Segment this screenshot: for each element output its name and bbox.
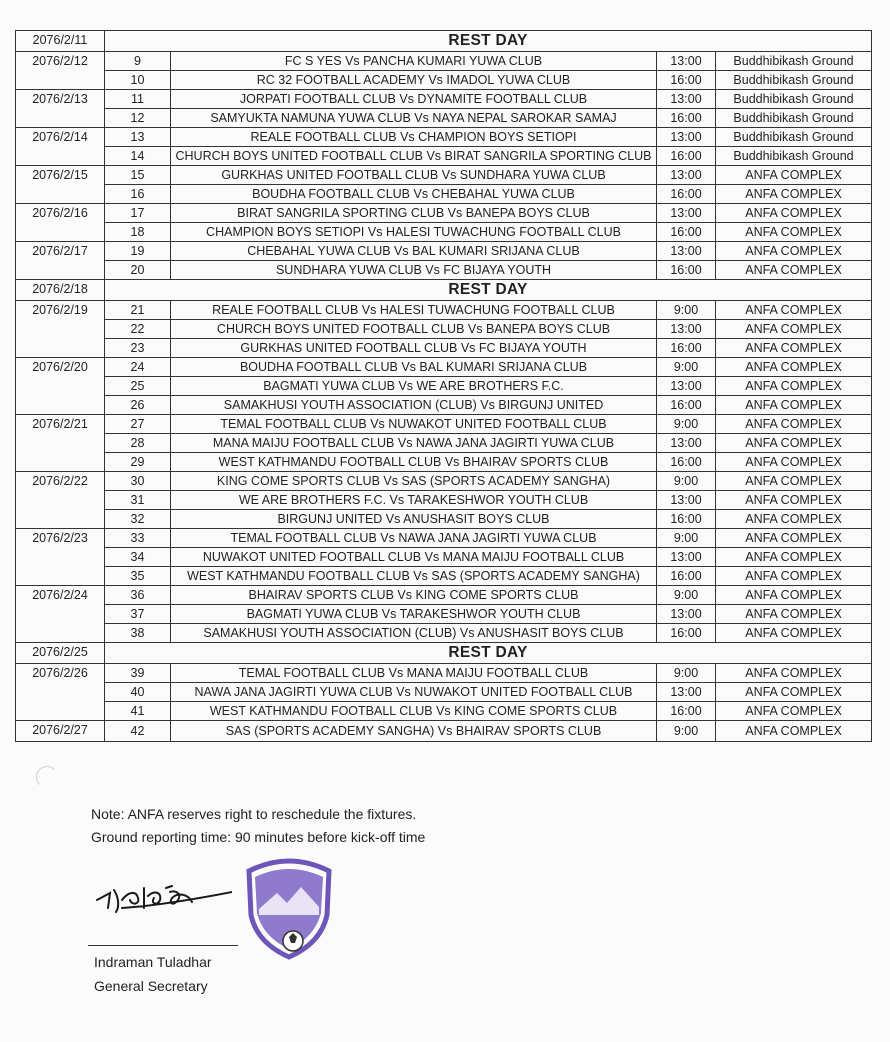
fixture-row [16,529,872,548]
rest-day-label: REST DAY [105,31,872,52]
kickoff-time: 13:00 [657,491,716,510]
match-ground: ANFA COMPLEX [716,242,872,261]
kickoff-time: 13:00 [657,52,716,71]
match-teams: BHAIRAV SPORTS CLUB Vs KING COME SPORTS CLUB [171,586,657,605]
kickoff-time: 9:00 [657,415,716,434]
match-ground: ANFA COMPLEX [716,472,872,491]
match-teams: KING COME SPORTS CLUB Vs SAS (SPORTS ACADEMY SANGHA) [171,472,657,491]
fixture-row [16,128,872,147]
match-teams: NAWA JANA JAGIRTI YUWA CLUB Vs NUWAKOT UNITED FOOTBALL CLUB [171,683,657,702]
kickoff-time: 13:00 [657,128,716,147]
match-ground: ANFA COMPLEX [716,223,872,242]
match-ground: ANFA COMPLEX [716,396,872,415]
fixture-row [16,339,872,358]
fixture-row [16,586,872,605]
match-number: 33 [105,529,171,548]
fixture-row [16,71,872,90]
kickoff-time: 13:00 [657,204,716,223]
fixture-row [16,624,872,643]
match-date: 2076/2/23 [16,529,105,586]
match-date: 2076/2/17 [16,242,105,280]
fixture-row [16,548,872,567]
kickoff-time: 9:00 [657,301,716,320]
match-ground: ANFA COMPLEX [716,320,872,339]
fixture-row [16,261,872,280]
rest-day-label: REST DAY [105,280,872,301]
match-teams: REALE FOOTBALL CLUB Vs HALESI TUWACHUNG FOOTBALL CLUB [171,301,657,320]
match-date: 2076/2/25 [16,643,105,664]
match-number: 35 [105,567,171,586]
kickoff-time: 13:00 [657,166,716,185]
signatory [94,950,212,998]
match-ground: ANFA COMPLEX [716,377,872,396]
signatory-name: Indraman Tuladhar [94,954,212,970]
match-ground: ANFA COMPLEX [716,586,872,605]
match-ground: ANFA COMPLEX [716,453,872,472]
fixture-row [16,90,872,109]
match-teams: WEST KATHMANDU FOOTBALL CLUB Vs BHAIRAV SPORTS CLUB [171,453,657,472]
match-teams: SUNDHARA YUWA CLUB Vs FC BIJAYA YOUTH [171,261,657,280]
match-ground: ANFA COMPLEX [716,548,872,567]
match-ground: ANFA COMPLEX [716,339,872,358]
match-date: 2076/2/24 [16,586,105,643]
fixture-row [16,396,872,415]
match-teams: BIRAT SANGRILA SPORTING CLUB Vs BANEPA BOYS CLUB [171,204,657,223]
fixture-row [16,434,872,453]
match-ground: ANFA COMPLEX [716,605,872,624]
kickoff-time: 13:00 [657,90,716,109]
fixture-row [16,664,872,683]
match-date: 2076/2/19 [16,301,105,358]
fixture-row [16,166,872,185]
rest-day-row [16,280,872,301]
kickoff-time: 9:00 [657,529,716,548]
match-ground: ANFA COMPLEX [716,491,872,510]
match-teams: SAMYUKTA NAMUNA YUWA CLUB Vs NAYA NEPAL SAROKAR SAMAJ [171,109,657,128]
signatory-title: General Secretary [94,978,208,994]
match-teams: BOUDHA FOOTBALL CLUB Vs CHEBAHAL YUWA CLUB [171,185,657,204]
match-number: 16 [105,185,171,204]
kickoff-time: 16:00 [657,453,716,472]
match-teams: TEMAL FOOTBALL CLUB Vs NAWA JANA JAGIRTI YUWA CLUB [171,529,657,548]
fixture-row [16,320,872,339]
match-ground: ANFA COMPLEX [716,301,872,320]
fixture-row [16,453,872,472]
match-number: 24 [105,358,171,377]
match-number: 31 [105,491,171,510]
match-ground: ANFA COMPLEX [716,434,872,453]
rest-day-row [16,31,872,52]
match-ground: ANFA COMPLEX [716,529,872,548]
kickoff-time: 13:00 [657,242,716,261]
match-ground: Buddhibikash Ground [716,71,872,90]
match-ground: ANFA COMPLEX [716,624,872,643]
match-teams: WEST KATHMANDU FOOTBALL CLUB Vs KING COME SPORTS CLUB [171,702,657,721]
match-date: 2076/2/16 [16,204,105,242]
match-teams: NUWAKOT UNITED FOOTBALL CLUB Vs MANA MAIJU FOOTBALL CLUB [171,548,657,567]
match-teams: REALE FOOTBALL CLUB Vs CHAMPION BOYS SETIOPI [171,128,657,147]
match-teams: RC 32 FOOTBALL ACADEMY Vs IMADOL YUWA CLUB [171,71,657,90]
match-number: 38 [105,624,171,643]
match-number: 10 [105,71,171,90]
fixture-row [16,491,872,510]
kickoff-time: 16:00 [657,147,716,166]
kickoff-time: 16:00 [657,510,716,529]
match-number: 25 [105,377,171,396]
match-number: 39 [105,664,171,683]
match-ground: ANFA COMPLEX [716,721,872,742]
match-ground: ANFA COMPLEX [716,664,872,683]
match-date: 2076/2/21 [16,415,105,472]
fixture-row [16,358,872,377]
kickoff-time: 16:00 [657,567,716,586]
kickoff-time: 16:00 [657,109,716,128]
match-number: 37 [105,605,171,624]
fixtures-table [15,30,872,742]
match-teams: FC S YES Vs PANCHA KUMARI YUWA CLUB [171,52,657,71]
match-number: 21 [105,301,171,320]
match-number: 40 [105,683,171,702]
match-number: 11 [105,90,171,109]
fixture-row [16,223,872,242]
match-ground: Buddhibikash Ground [716,128,872,147]
match-ground: ANFA COMPLEX [716,702,872,721]
kickoff-time: 13:00 [657,434,716,453]
kickoff-time: 13:00 [657,320,716,339]
match-number: 12 [105,109,171,128]
match-number: 13 [105,128,171,147]
note-reschedule: Note: ANFA reserves right to reschedule the fixtures. [91,806,417,822]
kickoff-time: 16:00 [657,702,716,721]
fixture-row [16,377,872,396]
match-ground: ANFA COMPLEX [716,204,872,223]
note-reporting-time: Ground reporting time: 90 minutes before kick-off time [91,829,426,845]
match-ground: ANFA COMPLEX [716,510,872,529]
kickoff-time: 9:00 [657,664,716,683]
match-number: 22 [105,320,171,339]
kickoff-time: 9:00 [657,586,716,605]
match-number: 15 [105,166,171,185]
match-date: 2076/2/20 [16,358,105,415]
match-number: 19 [105,242,171,261]
fixture-row [16,185,872,204]
match-ground: Buddhibikash Ground [716,52,872,71]
match-number: 9 [105,52,171,71]
kickoff-time: 13:00 [657,605,716,624]
match-date: 2076/2/13 [16,90,105,128]
punch-hole-mark [36,766,58,788]
match-teams: BAGMATI YUWA CLUB Vs WE ARE BROTHERS F.C. [171,377,657,396]
fixture-row [16,683,872,702]
match-number: 14 [105,147,171,166]
kickoff-time: 16:00 [657,396,716,415]
kickoff-time: 13:00 [657,683,716,702]
kickoff-time: 16:00 [657,223,716,242]
match-number: 26 [105,396,171,415]
match-date: 2076/2/15 [16,166,105,204]
fixture-row [16,702,872,721]
fixture-row [16,605,872,624]
anfa-seal-logo [243,853,335,961]
match-number: 27 [105,415,171,434]
match-ground: Buddhibikash Ground [716,147,872,166]
kickoff-time: 16:00 [657,261,716,280]
handwritten-signature [92,878,232,928]
match-teams: WEST KATHMANDU FOOTBALL CLUB Vs SAS (SPORTS ACADEMY SANGHA) [171,567,657,586]
match-ground: ANFA COMPLEX [716,358,872,377]
match-teams: GURKHAS UNITED FOOTBALL CLUB Vs FC BIJAYA YOUTH [171,339,657,358]
fixture-row [16,301,872,320]
match-teams: BAGMATI YUWA CLUB Vs TARAKESHWOR YOUTH CLUB [171,605,657,624]
fixture-row [16,721,872,742]
fixture-row [16,147,872,166]
match-number: 29 [105,453,171,472]
match-teams: BOUDHA FOOTBALL CLUB Vs BAL KUMARI SRIJANA CLUB [171,358,657,377]
kickoff-time: 16:00 [657,185,716,204]
fixture-row [16,109,872,128]
match-ground: ANFA COMPLEX [716,261,872,280]
match-teams: SAS (SPORTS ACADEMY SANGHA) Vs BHAIRAV SPORTS CLUB [171,721,657,742]
match-teams: WE ARE BROTHERS F.C. Vs TARAKESHWOR YOUTH CLUB [171,491,657,510]
rest-day-label: REST DAY [105,643,872,664]
match-number: 17 [105,204,171,223]
match-teams: TEMAL FOOTBALL CLUB Vs NUWAKOT UNITED FOOTBALL CLUB [171,415,657,434]
match-ground: ANFA COMPLEX [716,185,872,204]
match-ground: ANFA COMPLEX [716,683,872,702]
match-date: 2076/2/22 [16,472,105,529]
signature-line [88,945,238,946]
match-teams: MANA MAIJU FOOTBALL CLUB Vs NAWA JANA JAGIRTI YUWA CLUB [171,434,657,453]
fixture-row [16,472,872,491]
match-teams: SAMAKHUSI YOUTH ASSOCIATION (CLUB) Vs ANUSHASIT BOYS CLUB [171,624,657,643]
match-number: 23 [105,339,171,358]
match-teams: TEMAL FOOTBALL CLUB Vs MANA MAIJU FOOTBALL CLUB [171,664,657,683]
match-ground: ANFA COMPLEX [716,567,872,586]
match-ground: Buddhibikash Ground [716,109,872,128]
rest-day-row [16,643,872,664]
fixture-row [16,204,872,223]
kickoff-time: 9:00 [657,358,716,377]
kickoff-time: 13:00 [657,548,716,567]
kickoff-time: 13:00 [657,377,716,396]
match-date: 2076/2/18 [16,280,105,301]
match-number: 36 [105,586,171,605]
match-date: 2076/2/26 [16,664,105,721]
match-date: 2076/2/14 [16,128,105,166]
match-teams: GURKHAS UNITED FOOTBALL CLUB Vs SUNDHARA YUWA CLUB [171,166,657,185]
kickoff-time: 9:00 [657,721,716,742]
match-ground: Buddhibikash Ground [716,90,872,109]
fixture-row [16,510,872,529]
kickoff-time: 16:00 [657,339,716,358]
match-number: 30 [105,472,171,491]
kickoff-time: 16:00 [657,624,716,643]
match-date: 2076/2/12 [16,52,105,90]
notes [91,803,425,849]
match-teams: JORPATI FOOTBALL CLUB Vs DYNAMITE FOOTBALL CLUB [171,90,657,109]
fixture-row [16,415,872,434]
fixture-row [16,567,872,586]
match-teams: CHEBAHAL YUWA CLUB Vs BAL KUMARI SRIJANA CLUB [171,242,657,261]
match-date: 2076/2/11 [16,31,105,52]
match-teams: CHURCH BOYS UNITED FOOTBALL CLUB Vs BIRAT SANGRILA SPORTING CLUB [171,147,657,166]
match-teams: CHURCH BOYS UNITED FOOTBALL CLUB Vs BANEPA BOYS CLUB [171,320,657,339]
match-teams: BIRGUNJ UNITED Vs ANUSHASIT BOYS CLUB [171,510,657,529]
match-number: 32 [105,510,171,529]
match-date: 2076/2/27 [16,721,105,742]
fixture-row [16,52,872,71]
match-number: 42 [105,721,171,742]
kickoff-time: 16:00 [657,71,716,90]
match-ground: ANFA COMPLEX [716,415,872,434]
fixtures-body [16,31,872,742]
kickoff-time: 9:00 [657,472,716,491]
match-number: 41 [105,702,171,721]
match-number: 18 [105,223,171,242]
fixture-row [16,242,872,261]
match-teams: CHAMPION BOYS SETIOPI Vs HALESI TUWACHUNG FOOTBALL CLUB [171,223,657,242]
match-number: 28 [105,434,171,453]
match-number: 34 [105,548,171,567]
match-number: 20 [105,261,171,280]
match-teams: SAMAKHUSI YOUTH ASSOCIATION (CLUB) Vs BIRGUNJ UNITED [171,396,657,415]
match-ground: ANFA COMPLEX [716,166,872,185]
